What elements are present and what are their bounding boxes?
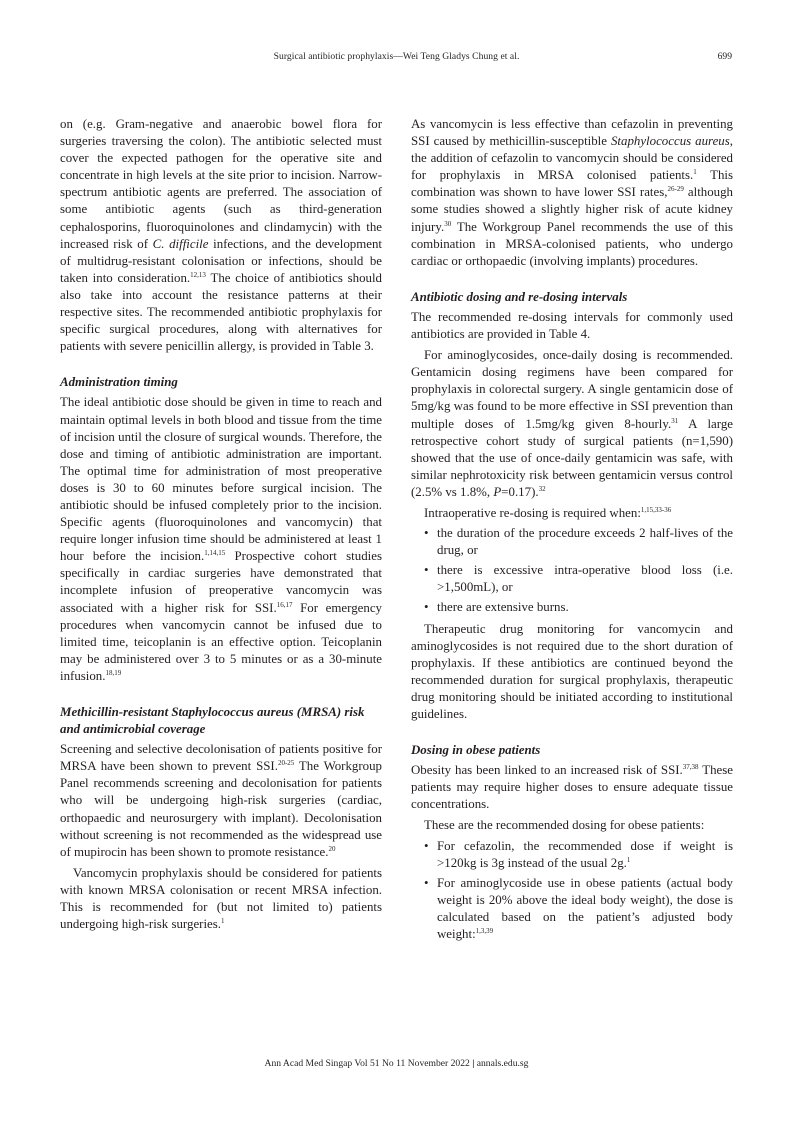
paragraph-drug-monitoring: Therapeutic drug monitoring for vancomycin and aminoglycosides is not required due to the short duration of prophylaxis. If these antibiotics are continued beyond the recommended duration for surgical prophylaxis, therapeutic drug monitoring should be initiated according to institutional guidelines. [411,621,733,721]
list-item: • the duration of the procedure exceeds 2 half-lives of the drug, or [424,526,733,558]
journal-website: annals.edu.sg [476,1058,529,1069]
obese-dosing-list [411,838,733,944]
section-heading-mrsa: Methicillin-resistant Staphylococcus aureus (MRSA) risk and antimicrobial coverage [60,705,365,737]
citation-ref: 1 [626,855,631,864]
paragraph-intraoperative-redosing: Intraoperative re-dosing is required when:$^{1,15,33-36}$ [424,505,672,520]
paragraph-vancomycin-cefazolin: As vancomycin is less effective than cefazolin in preventing SSI caused by methicillin-susceptible Staphylococcus aureus, the addition of cefazolin to vancomycin should be considered for prophylaxis in MRSA colonised patients.$^1$ This combination was shown to have lower SSI rates,$^{26-29}$ although some studies showed a slightly higher risk of acute kidney injury.$^{30}$ The Workgroup Panel recommends the use of this combination in MRSA-colonised patients, who undergo cardiac or orthopaedic (involving implants) procedures. [411,117,733,268]
page-number: 699 [717,51,732,62]
redosing-criteria-list [411,525,733,616]
list-item: • For aminoglycoside use in obese patients (actual body weight is 20% above the ideal body weight), the dose is calculated based on the patient’s adjusted body weight:$^{1,3,39}$ [424,875,733,942]
citation-ref: 1,3,39 [475,927,494,936]
footer-separator: | [472,1058,475,1069]
list-item: • there is excessive intra-operative blood loss (i.e. >1,500mL), or [424,563,733,595]
section-heading-obese-dosing: Dosing in obese patients [411,743,541,758]
bullet-icon: • [424,600,429,615]
citation-ref: 37,38 [682,763,699,772]
citation-ref: 1,15,33-36 [640,505,672,514]
citation-ref: 12,13 [190,270,206,279]
bullet-icon: • [424,563,429,578]
paragraph-vancomycin-prophylaxis: Vancomycin prophylaxis should be considered for patients with known MRSA colonisation or recent MRSA infection. This is recommended for (but not limited to) patients undergoing high-risk surgeries.$^1$ [60,865,382,932]
paragraph-antibiotic-selection: on (e.g. Gram-negative and anaerobic bowel flora for surgeries traversing the colon). The antibiotic selected must cover the expected pathogen for the operative site and concentrate in high levels at the site prior to incision. Narrow-spectrum antibiotic agents are preferred. The association of some antibiotic agents (such as third-generation cephalosporins, fluoroquinolones and clindamycin) with the increased risk of C. difficile infections, and the development of multidrug-resistant colonisation or infections, should be taken into consideration.$^{12,13}$ The choice of antibiotics should also take into account the resistance patterns at their respective sites. The recommended antibiotic prophylaxis for specific surgical procedures, along with alternatives for patients with severe penicillin allergy, is provided in Table 3. [60,117,383,354]
citation-ref: 30 [444,219,452,228]
citation-ref: 1,14,15 [204,549,226,558]
bullet-icon: • [424,838,429,853]
paragraph-administration-timing: The ideal antibiotic dose should be given in time to reach and maintain optimal levels in both blood and tissue from the time of incision until the closure of surgical wounds. Therefore, the dose and timing of antibiotic administration are important. The optimal time for administration of most preoperative doses is 30 to 60 minutes before surgical incision. The antibiotic should be infused completely prior to the incision. Specific agents (fluoroquinolones and vancomycin) that require longer infusion time should be administered at least 1 hour before the incision.$^{1,14,15}$ Prospective cohort studies specifically in cardiac surgeries have demonstrated that incomplete infusion of preoperative vancomycin was associated with a higher risk for SSI.$^{16,17}$ For emergency procedures when vancomycin cannot be infused due to limited time, teicoplanin is an effective option. Teicoplanin may be administered over 3 to 5 minutes or as a 30-minute infusion.$^{18,19}$ [60,395,382,683]
bullet-icon: • [424,526,429,541]
citation-ref: 16,17 [276,600,293,609]
citation-ref: 31 [671,416,679,425]
journal-citation: Ann Acad Med Singap Vol 51 No 11 November 2022 [264,1058,470,1069]
page-footer [0,1058,793,1069]
left-column [60,116,382,933]
paragraph-mrsa-screening: Screening and selective decolonisation of patients positive for MRSA have been shown to prevent SSI.$^{20-25}$ The Workgroup Panel recommends screening and decolonisation for patients who will be undergoing high-risk surgeries (cardiac, orthopaedic and neurosurgery with implant). Decolonisation without screening is not recommended as the widespread use of mupirocin has been shown to promote resistance.$^{20}$ [60,742,382,859]
section-heading-administration-timing: Administration timing [60,375,178,390]
list-item: • there are extensive burns. [411,599,733,616]
citation-ref: 1 [221,917,225,926]
citation-ref: 26-29 [667,185,684,194]
section-heading-dosing-intervals: Antibiotic dosing and re-dosing intervals [411,289,628,304]
bullet-icon: • [424,875,429,890]
citation-ref: 1 [693,168,697,177]
paragraph-redosing-intervals: The recommended re-dosing intervals for commonly used antibiotics are provided in Table 4. [411,309,733,342]
citation-ref: 32 [538,484,546,493]
citation-ref: 20 [328,844,336,853]
citation-ref: 18,19 [105,668,122,677]
paragraph-obesity-risk: Obesity has been linked to an increased risk of SSI.$^{37,38}$ These patients may require higher doses to ensure adequate tissue concentrations. [411,763,733,812]
right-column [411,116,733,943]
paragraph-obese-dosing-intro: These are the recommended dosing for obese patients: [424,818,705,833]
running-title: Surgical antibiotic prophylaxis—Wei Teng Gladys Chung et al. [273,51,520,62]
paragraph-aminoglycosides: For aminoglycosides, once-daily dosing is recommended. Gentamicin dosing regimens have been compared for prophylaxis in colorectal surgery. A single gentamicin dose of 5mg/kg was found to be more effective in SSI prevention than multiple doses of 1.5mg/kg given 8-hourly.$^{31}$ A large retrospective cohort study of surgical patients (n=1,590) showed that the use of once-daily gentamicin was safe, with similar nephrotoxicity risk between gentamicin versus control (2.5% vs 1.8%, P=0.17).$^{32}$ [411,348,733,499]
citation-ref: 20-25 [277,759,295,768]
list-item: • For cefazolin, the recommended dose if weight is >120kg is 3g instead of the usual 2g.$^1$ [424,838,733,870]
